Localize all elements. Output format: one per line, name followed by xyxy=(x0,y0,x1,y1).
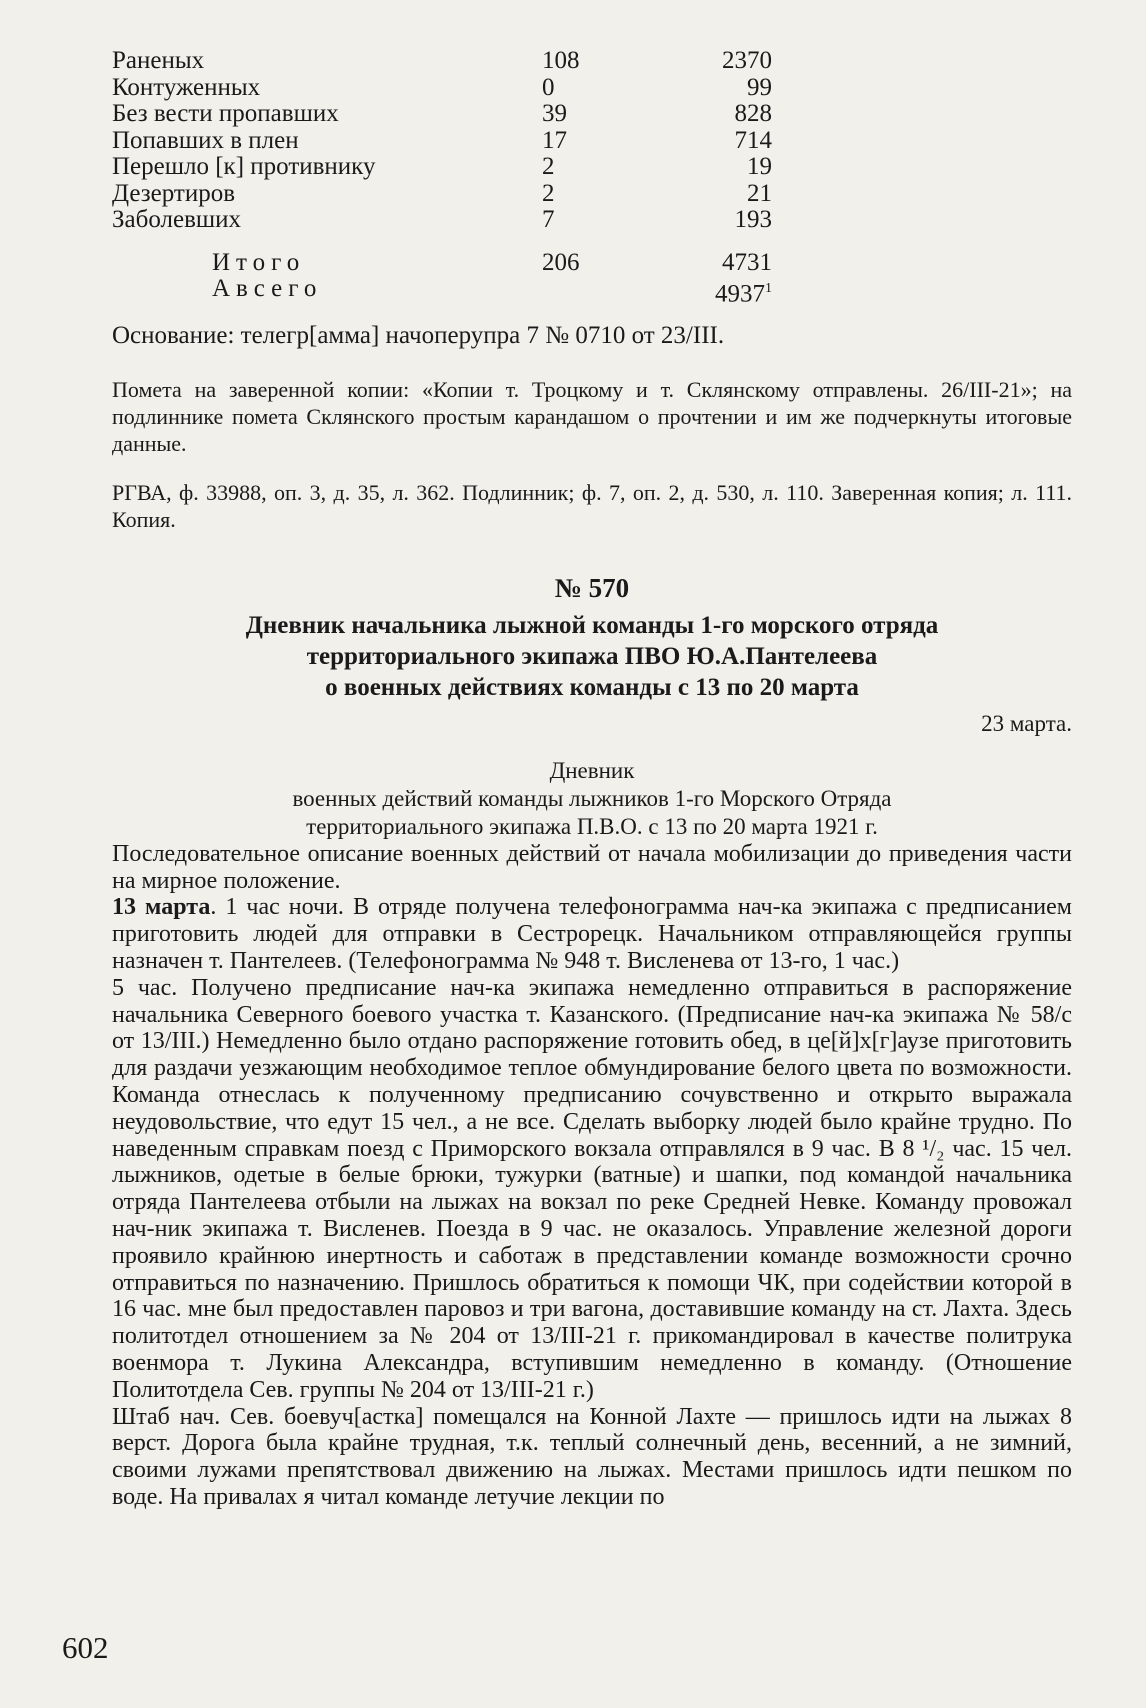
page-number: 602 xyxy=(62,1630,109,1665)
row-value-2: 714 xyxy=(734,126,772,154)
title-line: Дневник начальника лыжной команды 1-го морского отряда xyxy=(245,611,939,639)
table-row xyxy=(112,128,1072,155)
row-label: Без вести пропавших xyxy=(112,100,339,127)
row-value-2: 2370 xyxy=(722,47,772,74)
diary-heading-line: территориального экипажа П.В.О. с 13 по 20 марта 1921 г. xyxy=(306,813,878,839)
footnote-marker: 1 xyxy=(765,281,772,296)
total-label: Итого xyxy=(212,248,306,276)
grand-total-label: Авсего xyxy=(212,275,323,302)
table-row xyxy=(112,207,1072,234)
archive-source: РГВА, ф. 33988, оп. 3, д. 35, л. 362. Подлинник; ф. 7, оп. 2, д. 530, л. 110. Заверенная копия; л. 111. Копия. xyxy=(112,479,1072,532)
table-row xyxy=(112,75,1072,102)
diary-heading xyxy=(112,757,1072,841)
paragraph-headquarters: Штаб нач. Сев. боевуч[астка] помещался на Конной Лахте — пришлось идти на лыжах 8 верст. Дорога была крайне трудная, т.к. теплый солнечный день, весенний, а не зимний, своими лужами препятствовал движению на лыжах. Местами пришлось идти пешком по воде. На привалах я читал команде летучие лекции по xyxy=(112,1403,1072,1510)
row-value-1: 108 xyxy=(542,47,580,74)
entry-text: . 1 час ночи. В отряде получена телефонограмма нач-ка экипажа с предписанием приготовить людей для отправки в Сестрорецк. Начальником отправляющейся группы назначен т. Пантелеев. (Телефонограмма № 948 т. Висленева от 13-го, 1 час.) xyxy=(112,894,1072,975)
document-title xyxy=(112,610,1072,703)
row-value-1: 0 xyxy=(542,73,555,101)
row-value-1: 39 xyxy=(542,100,567,127)
diary-heading-line: Дневник xyxy=(549,757,635,783)
losses-table xyxy=(112,48,1072,308)
row-value-2: 19 xyxy=(747,153,772,180)
row-label: Попавших в плен xyxy=(112,126,299,154)
document-date: 23 марта. xyxy=(981,710,1072,736)
row-value-1: 2 xyxy=(542,179,555,207)
row-label: Перешло [к] противнику xyxy=(112,153,376,180)
title-line: о военных действиях команды с 13 по 20 марта xyxy=(325,673,859,701)
paragraph-march-13 xyxy=(112,894,1072,974)
row-value-1: 7 xyxy=(542,206,555,233)
diary-body xyxy=(112,841,1072,1511)
table-row xyxy=(112,101,1072,128)
row-value-2: 99 xyxy=(747,73,772,101)
row-value-1: 17 xyxy=(542,126,567,154)
table-row xyxy=(112,154,1072,181)
title-line: территориального экипажа ПВО Ю.А.Пантелеева xyxy=(306,642,878,670)
total-row xyxy=(112,250,1072,277)
document-page xyxy=(112,48,1072,1511)
row-label: Заболевших xyxy=(112,206,242,233)
row-value-2: 828 xyxy=(734,100,772,127)
copy-annotation: Помета на заверенной копии: «Копии т. Троцкому и т. Склянскому отправлены. 26/III-21»; на подлиннике помета Склянского простым карандашом о прочтении и им же подчеркнуты итоговые данные. xyxy=(112,376,1072,456)
row-label: Контуженных xyxy=(112,73,261,101)
row-value-2: 21 xyxy=(747,179,772,207)
paragraph-intro: Последовательное описание военных действий от начала мобилизации до приведения части на мирное положение. xyxy=(112,840,1072,894)
grand-total-value xyxy=(632,276,772,308)
diary-heading-line: военных действий команды лыжников 1-го Морского Отряда xyxy=(292,785,892,811)
basis-line: Основание: телегр[амма] начоперупра 7 № 0710 от 23/III. xyxy=(112,321,725,349)
row-value-1: 2 xyxy=(542,153,555,180)
row-label: Раненых xyxy=(112,47,205,74)
total-value-1: 206 xyxy=(542,248,580,276)
paragraph-5-hours: 5 час. Получено предписание нач-ка экипажа немедленно отправиться в распоряжение начальника Северного боевого участка т. Казанского. (Предписание нач-ка экипажа № 58/с от 13/III.) Немедленно было отдано распоряжение готовить обед, в це[й]х[г]аузе приготовить для раздачи уезжающим необходимое теплое обмундирование белого цвета по возможности. Команда отнеслась к полученному предписанию сочувственно и открыто выражала неудовольствие, что едут 15 чел., а не все. Сделать выборку людей было крайне трудно. По наведенным справкам поезд с Приморского вокзала отправлялся в 9 час. В 8 ¹/₂ час. 15 чел. лыжников, одетые в белые брюки, тужурки (ватные) и шапки, под командой начальника отряда Пантелеева отбыли на лыжах на вокзал по реке Средней Невке. Команду провожал нач-ник экипажа т. Висленев. Поезда в 9 час. не оказалось. Управление железной дороги проявило крайнюю инертность и саботаж в представлении команде возможности срочно отправиться по назначению. Пришлось обратиться к помощи ЧК, при содействии которой в 16 час. мне был предоставлен паровоз и три вагона, доставившие команду на ст. Лахта. Здесь политотдел отношением за № 204 от 13/III-21 г. прикомандировал в качестве политрука военмора т. Лукина Александра, вступившим немедленно в команду. (Отношение Политотдела Сев. группы № 204 от 13/III-21 г.) xyxy=(112,974,1072,1403)
document-number: № 570 xyxy=(554,572,630,603)
row-label: Дезертиров xyxy=(112,179,236,207)
grand-total-row xyxy=(112,276,1072,308)
entry-date: 13 марта xyxy=(112,894,211,921)
total-value-2: 4731 xyxy=(722,248,772,276)
row-value-2: 193 xyxy=(734,206,772,233)
grand-total-number: 4937 xyxy=(715,280,765,308)
table-row xyxy=(112,181,1072,208)
table-row xyxy=(112,48,1072,75)
